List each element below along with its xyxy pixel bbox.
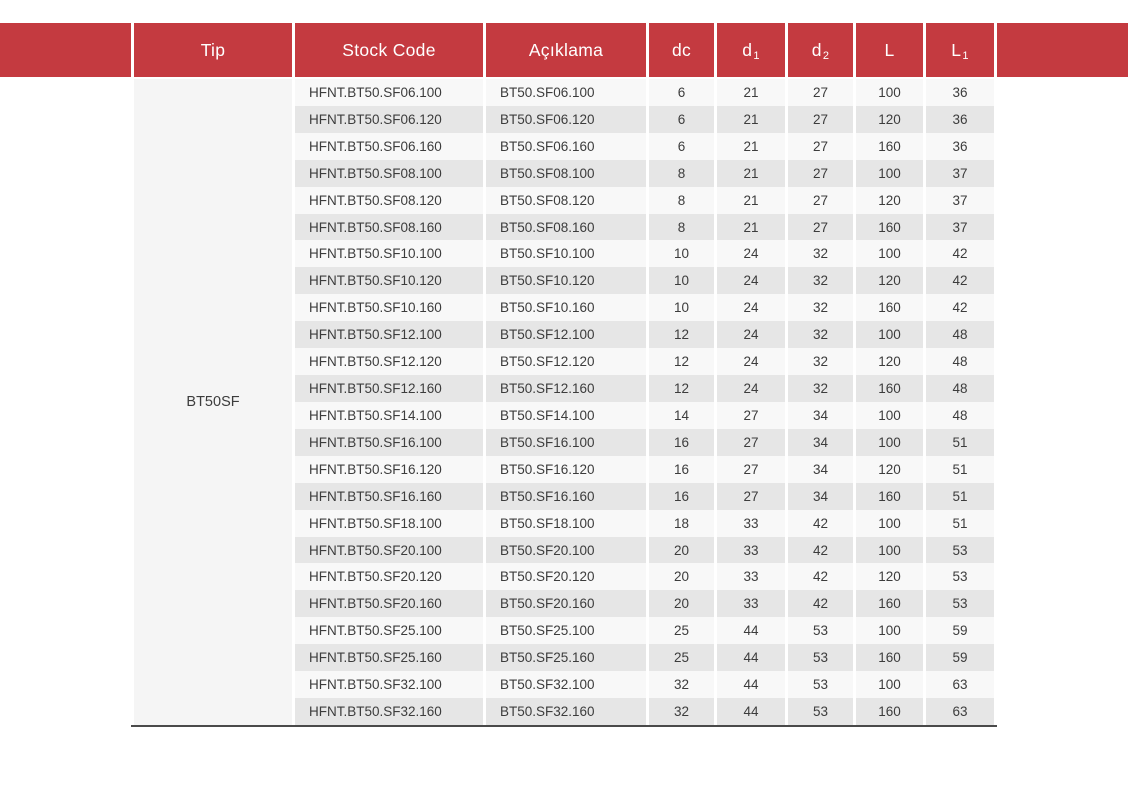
cell-aciklama: BT50.SF20.100 bbox=[486, 537, 646, 564]
cell-aciklama: BT50.SF20.120 bbox=[486, 563, 646, 590]
cell-d2: 42 bbox=[788, 563, 853, 590]
cell-L: 120 bbox=[856, 267, 923, 294]
cell-L: 100 bbox=[856, 160, 923, 187]
cell-d1: 33 bbox=[717, 537, 785, 564]
cell-dc: 20 bbox=[649, 563, 714, 590]
table-bottom-border bbox=[131, 725, 997, 727]
cell-L1: 42 bbox=[926, 240, 994, 267]
cell-aciklama: BT50.SF08.120 bbox=[486, 187, 646, 214]
cell-d1: 27 bbox=[717, 483, 785, 510]
cell-d2: 34 bbox=[788, 429, 853, 456]
cell-L1: 59 bbox=[926, 617, 994, 644]
cell-L: 120 bbox=[856, 348, 923, 375]
cell-aciklama: BT50.SF16.100 bbox=[486, 429, 646, 456]
tip-value: BT50SF bbox=[186, 394, 240, 410]
cell-stock-code: HFNT.BT50.SF16.120 bbox=[295, 456, 483, 483]
cell-d1: 24 bbox=[717, 267, 785, 294]
cell-d2: 27 bbox=[788, 133, 853, 160]
cell-L1: 63 bbox=[926, 671, 994, 698]
cell-L: 160 bbox=[856, 214, 923, 241]
cell-dc: 32 bbox=[649, 671, 714, 698]
cell-dc: 12 bbox=[649, 321, 714, 348]
cell-aciklama: BT50.SF16.160 bbox=[486, 483, 646, 510]
cell-stock-code: HFNT.BT50.SF16.160 bbox=[295, 483, 483, 510]
cell-aciklama: BT50.SF10.100 bbox=[486, 240, 646, 267]
column-header-tip-label: Tip bbox=[200, 39, 226, 60]
cell-dc: 8 bbox=[649, 214, 714, 241]
cell-d1: 24 bbox=[717, 375, 785, 402]
cell-d2: 53 bbox=[788, 644, 853, 671]
cell-d2: 27 bbox=[788, 106, 853, 133]
cell-stock-code: HFNT.BT50.SF20.100 bbox=[295, 537, 483, 564]
cell-dc: 32 bbox=[649, 698, 714, 725]
cell-L1: 53 bbox=[926, 590, 994, 617]
cell-L: 100 bbox=[856, 537, 923, 564]
cell-d1: 24 bbox=[717, 294, 785, 321]
table-header bbox=[0, 23, 1128, 77]
cell-d2: 32 bbox=[788, 348, 853, 375]
cell-L: 100 bbox=[856, 617, 923, 644]
cell-L: 100 bbox=[856, 429, 923, 456]
cell-L1: 51 bbox=[926, 456, 994, 483]
column-header-aciklama-label: Açıklama bbox=[528, 39, 604, 60]
cell-stock-code: HFNT.BT50.SF06.120 bbox=[295, 106, 483, 133]
cell-L1: 37 bbox=[926, 160, 994, 187]
cell-d2: 32 bbox=[788, 321, 853, 348]
cell-dc: 12 bbox=[649, 375, 714, 402]
cell-L: 160 bbox=[856, 698, 923, 725]
column-header-dc-label: dc bbox=[671, 39, 692, 60]
cell-stock-code: HFNT.BT50.SF10.160 bbox=[295, 294, 483, 321]
cell-dc: 8 bbox=[649, 160, 714, 187]
cell-stock-code: HFNT.BT50.SF08.160 bbox=[295, 214, 483, 241]
cell-aciklama: BT50.SF18.100 bbox=[486, 510, 646, 537]
cell-L: 160 bbox=[856, 483, 923, 510]
column-header-stock-code bbox=[295, 23, 483, 77]
cell-stock-code: HFNT.BT50.SF32.160 bbox=[295, 698, 483, 725]
cell-L1: 36 bbox=[926, 106, 994, 133]
cell-L: 120 bbox=[856, 456, 923, 483]
cell-d1: 21 bbox=[717, 106, 785, 133]
cell-d1: 33 bbox=[717, 510, 785, 537]
cell-L1: 63 bbox=[926, 698, 994, 725]
cell-L1: 37 bbox=[926, 214, 994, 241]
column-header-L1 bbox=[926, 23, 994, 77]
cell-d1: 21 bbox=[717, 133, 785, 160]
cell-L: 100 bbox=[856, 240, 923, 267]
cell-d1: 44 bbox=[717, 671, 785, 698]
cell-stock-code: HFNT.BT50.SF16.100 bbox=[295, 429, 483, 456]
cell-L1: 42 bbox=[926, 294, 994, 321]
cell-d2: 27 bbox=[788, 160, 853, 187]
cell-stock-code: HFNT.BT50.SF08.100 bbox=[295, 160, 483, 187]
cell-L1: 51 bbox=[926, 510, 994, 537]
cell-d2: 27 bbox=[788, 214, 853, 241]
cell-stock-code: HFNT.BT50.SF18.100 bbox=[295, 510, 483, 537]
column-header-stock-code-label: Stock Code bbox=[342, 39, 436, 60]
cell-aciklama: BT50.SF06.160 bbox=[486, 133, 646, 160]
cell-aciklama: BT50.SF08.100 bbox=[486, 160, 646, 187]
column-header-tip bbox=[134, 23, 292, 77]
cell-d1: 27 bbox=[717, 456, 785, 483]
cell-aciklama: BT50.SF25.100 bbox=[486, 617, 646, 644]
cell-dc: 14 bbox=[649, 402, 714, 429]
cell-d1: 24 bbox=[717, 240, 785, 267]
cell-d2: 27 bbox=[788, 79, 853, 106]
cell-L: 160 bbox=[856, 133, 923, 160]
cell-d1: 33 bbox=[717, 590, 785, 617]
cell-dc: 6 bbox=[649, 79, 714, 106]
cell-stock-code: HFNT.BT50.SF14.100 bbox=[295, 402, 483, 429]
column-header-d2-label: d bbox=[811, 39, 822, 60]
cell-L1: 36 bbox=[926, 79, 994, 106]
cell-d2: 32 bbox=[788, 240, 853, 267]
cell-L1: 59 bbox=[926, 644, 994, 671]
cell-L: 160 bbox=[856, 375, 923, 402]
cell-d2: 34 bbox=[788, 456, 853, 483]
cell-aciklama: BT50.SF32.160 bbox=[486, 698, 646, 725]
cell-stock-code: HFNT.BT50.SF10.120 bbox=[295, 267, 483, 294]
cell-d1: 27 bbox=[717, 402, 785, 429]
cell-aciklama: BT50.SF10.160 bbox=[486, 294, 646, 321]
cell-L: 160 bbox=[856, 294, 923, 321]
cell-aciklama: BT50.SF12.100 bbox=[486, 321, 646, 348]
cell-aciklama: BT50.SF08.160 bbox=[486, 214, 646, 241]
cell-d1: 21 bbox=[717, 214, 785, 241]
cell-L: 120 bbox=[856, 563, 923, 590]
column-header-L1-subscript: 1 bbox=[962, 50, 969, 62]
cell-d1: 27 bbox=[717, 429, 785, 456]
cell-d2: 34 bbox=[788, 483, 853, 510]
cell-d2: 42 bbox=[788, 537, 853, 564]
cell-aciklama: BT50.SF12.120 bbox=[486, 348, 646, 375]
cell-L: 160 bbox=[856, 644, 923, 671]
cell-dc: 16 bbox=[649, 456, 714, 483]
column-header-d2-subscript: 2 bbox=[822, 50, 830, 62]
cell-d2: 42 bbox=[788, 510, 853, 537]
header-filler-left bbox=[0, 23, 131, 77]
cell-d1: 21 bbox=[717, 187, 785, 214]
cell-d2: 32 bbox=[788, 267, 853, 294]
cell-d1: 21 bbox=[717, 160, 785, 187]
cell-L: 120 bbox=[856, 106, 923, 133]
cell-L: 120 bbox=[856, 187, 923, 214]
column-header-L bbox=[856, 23, 923, 77]
column-header-d1-subscript: 1 bbox=[753, 50, 760, 62]
table-body bbox=[0, 79, 1128, 725]
cell-d2: 53 bbox=[788, 698, 853, 725]
cell-d2: 53 bbox=[788, 671, 853, 698]
cell-aciklama: BT50.SF20.160 bbox=[486, 590, 646, 617]
cell-stock-code: HFNT.BT50.SF08.120 bbox=[295, 187, 483, 214]
cell-dc: 8 bbox=[649, 187, 714, 214]
cell-dc: 20 bbox=[649, 590, 714, 617]
cell-L1: 51 bbox=[926, 429, 994, 456]
cell-L1: 53 bbox=[926, 563, 994, 590]
cell-L: 100 bbox=[856, 402, 923, 429]
cell-stock-code: HFNT.BT50.SF32.100 bbox=[295, 671, 483, 698]
cell-L1: 51 bbox=[926, 483, 994, 510]
cell-d2: 42 bbox=[788, 590, 853, 617]
cell-d1: 44 bbox=[717, 698, 785, 725]
cell-dc: 20 bbox=[649, 537, 714, 564]
cell-L: 100 bbox=[856, 321, 923, 348]
cell-dc: 25 bbox=[649, 644, 714, 671]
cell-stock-code: HFNT.BT50.SF12.120 bbox=[295, 348, 483, 375]
cell-dc: 6 bbox=[649, 133, 714, 160]
cell-aciklama: BT50.SF14.100 bbox=[486, 402, 646, 429]
cell-d2: 32 bbox=[788, 294, 853, 321]
column-header-dc bbox=[649, 23, 714, 77]
cell-aciklama: BT50.SF10.120 bbox=[486, 267, 646, 294]
column-header-L1-label: L bbox=[951, 39, 962, 60]
cell-L: 100 bbox=[856, 79, 923, 106]
cell-aciklama: BT50.SF06.120 bbox=[486, 106, 646, 133]
cell-dc: 10 bbox=[649, 294, 714, 321]
cell-L1: 48 bbox=[926, 321, 994, 348]
cell-L: 100 bbox=[856, 671, 923, 698]
cell-d1: 21 bbox=[717, 79, 785, 106]
cell-dc: 6 bbox=[649, 106, 714, 133]
cell-aciklama: BT50.SF12.160 bbox=[486, 375, 646, 402]
header-filler-right bbox=[997, 23, 1128, 77]
cell-aciklama: BT50.SF32.100 bbox=[486, 671, 646, 698]
cell-stock-code: HFNT.BT50.SF20.160 bbox=[295, 590, 483, 617]
cell-L1: 36 bbox=[926, 133, 994, 160]
cell-d2: 34 bbox=[788, 402, 853, 429]
column-header-d2 bbox=[788, 23, 853, 77]
cell-dc: 10 bbox=[649, 267, 714, 294]
cell-dc: 10 bbox=[649, 240, 714, 267]
cell-stock-code: HFNT.BT50.SF06.160 bbox=[295, 133, 483, 160]
column-header-d1-label: d bbox=[742, 39, 753, 60]
cell-L1: 48 bbox=[926, 348, 994, 375]
cell-dc: 12 bbox=[649, 348, 714, 375]
cell-L1: 53 bbox=[926, 537, 994, 564]
cell-stock-code: HFNT.BT50.SF06.100 bbox=[295, 79, 483, 106]
cell-dc: 25 bbox=[649, 617, 714, 644]
cell-d2: 32 bbox=[788, 375, 853, 402]
cell-dc: 18 bbox=[649, 510, 714, 537]
cell-stock-code: HFNT.BT50.SF12.160 bbox=[295, 375, 483, 402]
cell-L1: 37 bbox=[926, 187, 994, 214]
cell-d1: 44 bbox=[717, 644, 785, 671]
cell-stock-code: HFNT.BT50.SF10.100 bbox=[295, 240, 483, 267]
cell-dc: 16 bbox=[649, 429, 714, 456]
cell-L: 100 bbox=[856, 510, 923, 537]
cell-L: 160 bbox=[856, 590, 923, 617]
cell-stock-code: HFNT.BT50.SF12.100 bbox=[295, 321, 483, 348]
cell-d1: 33 bbox=[717, 563, 785, 590]
tip-cell bbox=[134, 79, 292, 725]
cell-d1: 24 bbox=[717, 321, 785, 348]
cell-dc: 16 bbox=[649, 483, 714, 510]
cell-stock-code: HFNT.BT50.SF25.100 bbox=[295, 617, 483, 644]
cell-stock-code: HFNT.BT50.SF25.160 bbox=[295, 644, 483, 671]
cell-aciklama: BT50.SF06.100 bbox=[486, 79, 646, 106]
cell-d1: 44 bbox=[717, 617, 785, 644]
column-header-d1 bbox=[717, 23, 785, 77]
cell-aciklama: BT50.SF25.160 bbox=[486, 644, 646, 671]
cell-d2: 53 bbox=[788, 617, 853, 644]
cell-L1: 42 bbox=[926, 267, 994, 294]
column-header-aciklama bbox=[486, 23, 646, 77]
column-header-L-label: L bbox=[884, 39, 895, 60]
cell-aciklama: BT50.SF16.120 bbox=[486, 456, 646, 483]
cell-L1: 48 bbox=[926, 375, 994, 402]
cell-L1: 48 bbox=[926, 402, 994, 429]
cell-d2: 27 bbox=[788, 187, 853, 214]
cell-d1: 24 bbox=[717, 348, 785, 375]
cell-stock-code: HFNT.BT50.SF20.120 bbox=[295, 563, 483, 590]
